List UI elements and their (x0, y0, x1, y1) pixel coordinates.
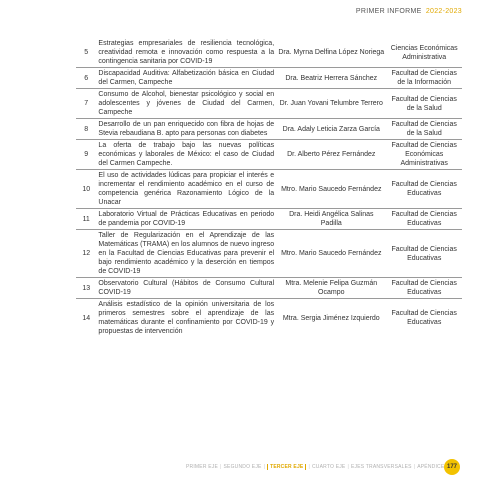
nav-apendice[interactable]: APÉNDICE (417, 464, 445, 470)
project-lead: Dr. Juan Yovani Telumbre Terrero (276, 89, 386, 119)
project-title: Discapacidad Auditiva: Alfabetización básica en Ciudad del Carmen, Campeche (96, 68, 276, 89)
nav-cuarto-eje[interactable]: CUARTO EJE (311, 464, 346, 470)
table-row (76, 119, 462, 140)
table-row (76, 68, 462, 89)
section-nav (186, 462, 444, 472)
project-lead: Mtro. Mario Saucedo Fernández (276, 230, 386, 278)
nav-segundo-eje[interactable]: SEGUNDO EJE (223, 464, 262, 470)
row-number: 8 (76, 119, 96, 140)
project-lead: Mtra. Sergia Jiménez Izquierdo (282, 314, 380, 322)
project-title: La oferta de trabajo bajo las nuevas políticas económicas y laborales de México: el caso de Ciudad del Carmen Campeche. (96, 140, 276, 170)
table-row (76, 170, 462, 209)
faculty-name: Ciencias Económicas Administrativa (386, 38, 462, 68)
row-number: 13 (76, 278, 96, 299)
row-number: 10 (76, 170, 96, 209)
row-number: 5 (76, 38, 96, 68)
project-title: Laboratorio Virtual de Prácticas Educativas en periodo de pandemia por COVID-19 (96, 209, 276, 230)
faculty-name: Facultad de Ciencias de la Salud (386, 89, 462, 119)
project-title: Taller de Regularización en el Aprendizaje de las Matemáticas (TRAMA) en los alumnos de nuevo ingreso en la Facultad de Ciencias Educativas para prevenir el bajo rendimiento académico y la deserción en tiempos de COVID-19 (96, 230, 276, 278)
nav-separator: | (347, 464, 349, 470)
row-number: 12 (76, 230, 96, 278)
project-lead: Dra. Adaly Leticia Zarza García (276, 119, 386, 140)
page-number: 177 (446, 464, 457, 470)
project-title: Consumo de Alcohol, bienestar psicológico y social en adolescentes y jóvenes de Ciudad del Carmen, Campeche (96, 89, 276, 119)
faculty-name: Facultad de Ciencias de la Salud (386, 119, 462, 140)
row-number: 9 (76, 140, 96, 170)
faculty-name: Facultad de Ciencias Educativas (386, 209, 462, 230)
project-title: Análisis estadístico de la opinión universitaria de los primeros semestres sobre el aprendizaje de las matemáticas durante el confinamiento por COVID-19 y propuestas de intervención (98, 301, 275, 335)
nav-separator: | (308, 464, 310, 470)
table-row (76, 140, 462, 170)
nav-ejes-transversales[interactable]: EJES TRANSVERSALES (350, 464, 412, 470)
project-title: Observatorio Cultural (Hábitos de Consumo Cultural COVID-19 (96, 278, 276, 299)
project-title: Desarrollo de un pan enriquecido con fibra de hojas de Stevia rebaudiana B. apto para personas con diabetes (96, 119, 276, 140)
project-lead: Dr. Alberto Pérez Fernández (276, 140, 386, 170)
project-title: Estrategias empresariales de resiliencia tecnológica, creatividad remota e innovación como respuesta a la contingencia sanitaria por COVID-19 (96, 38, 276, 68)
project-lead: Dra. Beatriz Herrera Sánchez (276, 68, 386, 89)
faculty-name: Facultad de Ciencias Educativas (386, 278, 462, 299)
table-row (76, 230, 462, 278)
project-lead: Dra. Myrna Delfina López Noriega (276, 38, 386, 68)
page-number-badge (444, 459, 460, 475)
project-lead: Mtra. Melenie Felipa Guzmán Ocampo (276, 278, 386, 299)
report-title (356, 8, 462, 15)
row-number: 11 (76, 209, 96, 230)
nav-primer-eje[interactable]: PRIMER EJE (186, 464, 219, 470)
nav-tercer-eje[interactable]: TERCER EJE (267, 464, 306, 470)
faculty-name: Facultad de Ciencias Educativas (391, 310, 457, 326)
table-row (76, 89, 462, 119)
table-row (76, 278, 462, 299)
table-row (76, 299, 462, 338)
faculty-name: Facultad de Ciencias Educativas (386, 170, 462, 209)
row-number: 7 (76, 89, 96, 119)
project-lead: Mtro. Mario Saucedo Fernández (276, 170, 386, 209)
nav-separator: | (263, 464, 266, 470)
row-number: 6 (76, 68, 96, 89)
nav-separator: | (220, 464, 222, 470)
project-title: El uso de actividades lúdicas para propiciar el interés e incrementar el rendimiento académico en el curso de competencia genérica Razonamiento Lógico de la Unacar (96, 170, 276, 209)
report-year: 2022-2023 (425, 8, 462, 15)
projects-table (76, 38, 462, 337)
projects-table-body (76, 38, 462, 337)
row-number: 14 (82, 314, 91, 322)
nav-separator: | (413, 464, 416, 470)
report-title-text: PRIMER INFORME (355, 8, 422, 15)
table-row (76, 209, 462, 230)
project-lead: Dra. Heidi Angélica Salinas Padilla (276, 209, 386, 230)
faculty-name: Facultad de Ciencias de la Información (386, 68, 462, 89)
table-row (76, 38, 462, 68)
faculty-name: Facultad de Ciencias Económicas Administrativas (386, 140, 462, 170)
faculty-name: Facultad de Ciencias Educativas (386, 230, 462, 278)
